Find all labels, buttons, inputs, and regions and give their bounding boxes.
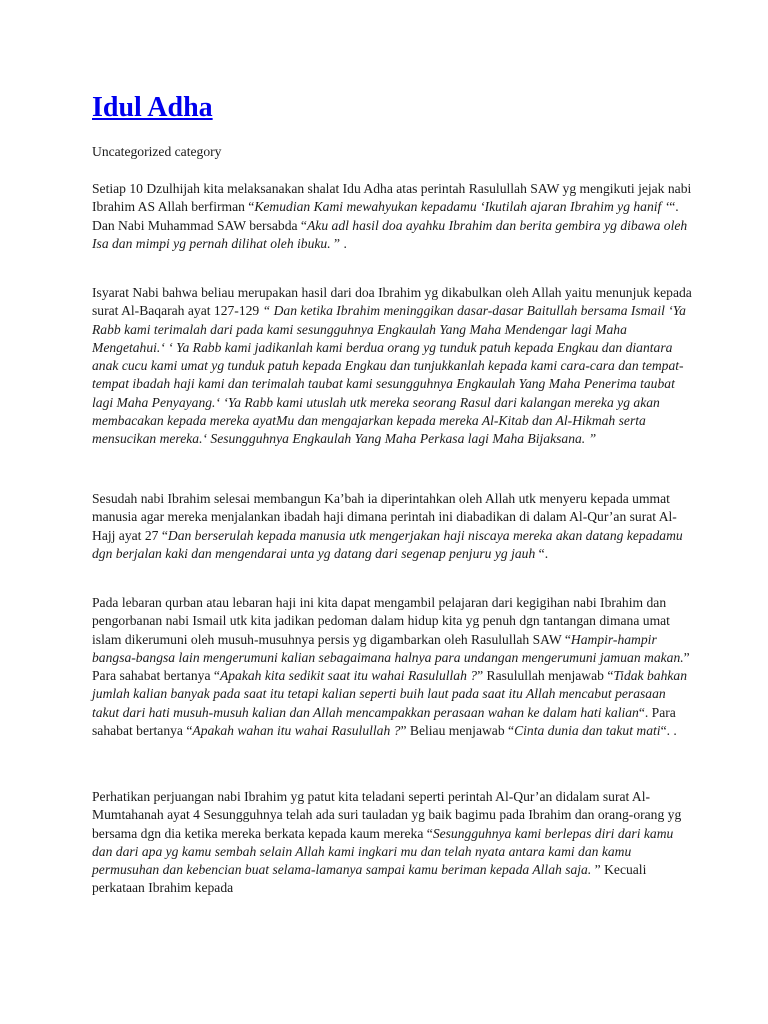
quoted-verse-text: Kemudian Kami mewahyukan kepadamu ‘Ikutilah ajaran Ibrahim yg hanif ‘: [254, 199, 670, 215]
paragraph-text: Setiap 10 Dzulhijah kita melaksanakan shalat Idu Adha atas perintah Rasulullah SAW yg mengikuti jejak nabi Ibrahim AS Allah berfirman “: [92, 181, 692, 215]
body-paragraph-3: [92, 490, 692, 563]
quoted-verse-text: Hampir-hampir bangsa-bangsa lain mengerumuni kalian sebagaimana halnya para undangan mengerumuni jamuan makan.: [92, 631, 684, 665]
paragraph-text: Isyarat Nabi bahwa beliau merupakan hasil dari doa Ibrahim yg dikabulkan oleh Allah yaitu menunjuk kepada surat Al-Baqarah ayat 127-129: [92, 285, 692, 319]
paragraph-text: “. Dan Nabi Muhammad SAW bersabda “: [92, 199, 679, 233]
body-paragraph-2: [92, 284, 692, 448]
paragraph-text: ” .: [330, 235, 347, 251]
paragraph-text: Sesudah nabi Ibrahim selesai membangun Ka’bah ia diperintahkan oleh Allah utk menyeru kepada ummat manusia agar mereka menjalankan ibadah haji dimana perintah ini diabadikan di dalam Al-Qur’an surat Al-Hajj ayat 27 “: [92, 491, 677, 543]
paragraph-text: ” Kecuali perkataan Ibrahim kepada: [92, 862, 647, 896]
quoted-verse-text: Tidak bahkan jumlah kalian banyak pada saat itu tetapi kalian seperti buih laut pada saat itu Allah mencabut perasaan takut dari hati musuh-musuh kalian dan Allah mencampakkan perasaan wahan ke dalam hati kalian: [92, 668, 688, 720]
paragraph-text: Pada lebaran qurban atau lebaran haji ini kita dapat mengambil pelajaran dari kegigihan nabi Ibrahim dan pengorbanan nabi Ismail utk kita jadikan pedoman dalam hidup kita yg penuh dgn tantangan dimana umat islam dikerumuni oleh musuh-musuhnya persis yg digambarkan oleh Rasulullah SAW “: [92, 595, 670, 647]
post-category: Uncategorized category: [92, 144, 222, 159]
quoted-verse-text: Sesungguhnya kami berlepas diri dari kamu dan dari apa yg kamu sembah selain Allah kami ingkari mu dan telah nyata antara kami dan kamu permusuhan dan kebencian buat selama-lamanya sampai kamu beriman kepada Allah saja.: [92, 825, 674, 877]
quoted-verse-text: Apakah kita sedikit saat itu wahai Rasulullah ?: [219, 668, 478, 683]
quoted-verse-text: Aku adl hasil doa ayahku Ibrahim dan berita gembira yg dibawa oleh Isa dan mimpi yg pernah dilihat oleh ibuku.: [92, 217, 688, 251]
paragraph-text: ” Beliau menjawab “: [400, 722, 515, 738]
quoted-verse-text: Apakah wahan itu wahai Rasulullah ?: [192, 722, 401, 738]
quoted-verse-text: Cinta dunia dan takut mati: [514, 722, 661, 738]
body-paragraph-5: [92, 788, 692, 898]
paragraph-text: ” Para sahabat bertanya “: [92, 649, 690, 683]
body-paragraph-4: [92, 594, 692, 740]
post-title: [92, 88, 213, 128]
paragraph-text: ” Rasulullah menjawab “: [477, 668, 614, 683]
body-paragraph-1: [92, 180, 692, 253]
paragraph-text: “. .: [660, 722, 677, 738]
paragraph-text: Perhatikan perjuangan nabi Ibrahim yg patut kita teladani seperti perintah Al-Qur’an didalam surat Al-Mumtahanah ayat 4 Sesungguhnya telah ada suri tauladan yg baik bagimu pada Ibrahim dan orang-orang yg bersama dgn dia ketika mereka berkata kepada kaum mereka “: [92, 789, 682, 841]
quoted-verse-text: Dan berserulah kepada manusia utk mengerjakan haji niscaya mereka akan datang kepadamu dgn berjalan kaki dan mengendarai unta yg datang dari segenap penjuru yg jauh: [92, 527, 683, 561]
paragraph-text: “.: [535, 545, 549, 561]
quoted-verse-text: “ Dan ketika Ibrahim meninggikan dasar-dasar Baitullah bersama Ismail ‘Ya Rabb kami terimalah dari pada kami sesungguhnya Engkaulah Yang Maha Mendengar lagi Maha Mengetahui.‘ ‘ Ya Rabb kami jadikanlah kami berdua orang yg tunduk patuh kepada Engkau dan diantara anak cucu kami umat yg tunduk patuh kepada Engkau dan tunjukkanlah kepada kami cara-cara dan tempat-tempat ibadah haji kami dan terimalah taubat kami sesungguhnya Engkaulah Yang Maha Penerima taubat lagi Maha Penyayang.‘ ‘Ya Rabb kami utuslah utk mereka seorang Rasul dari kalangan mereka yg akan membacakan kepada mereka ayatMu dan mengajarkan kepada mereka Al-Kitab dan Al-Hikmah serta mensucikan mereka.‘ Sesungguhnya Engkaulah Yang Maha Perkasa lagi Maha Bijaksana. ”: [92, 303, 686, 446]
paragraph-text: “. Para sahabat bertanya “: [92, 704, 676, 738]
post-title-link[interactable]: Idul Adha: [92, 92, 213, 123]
